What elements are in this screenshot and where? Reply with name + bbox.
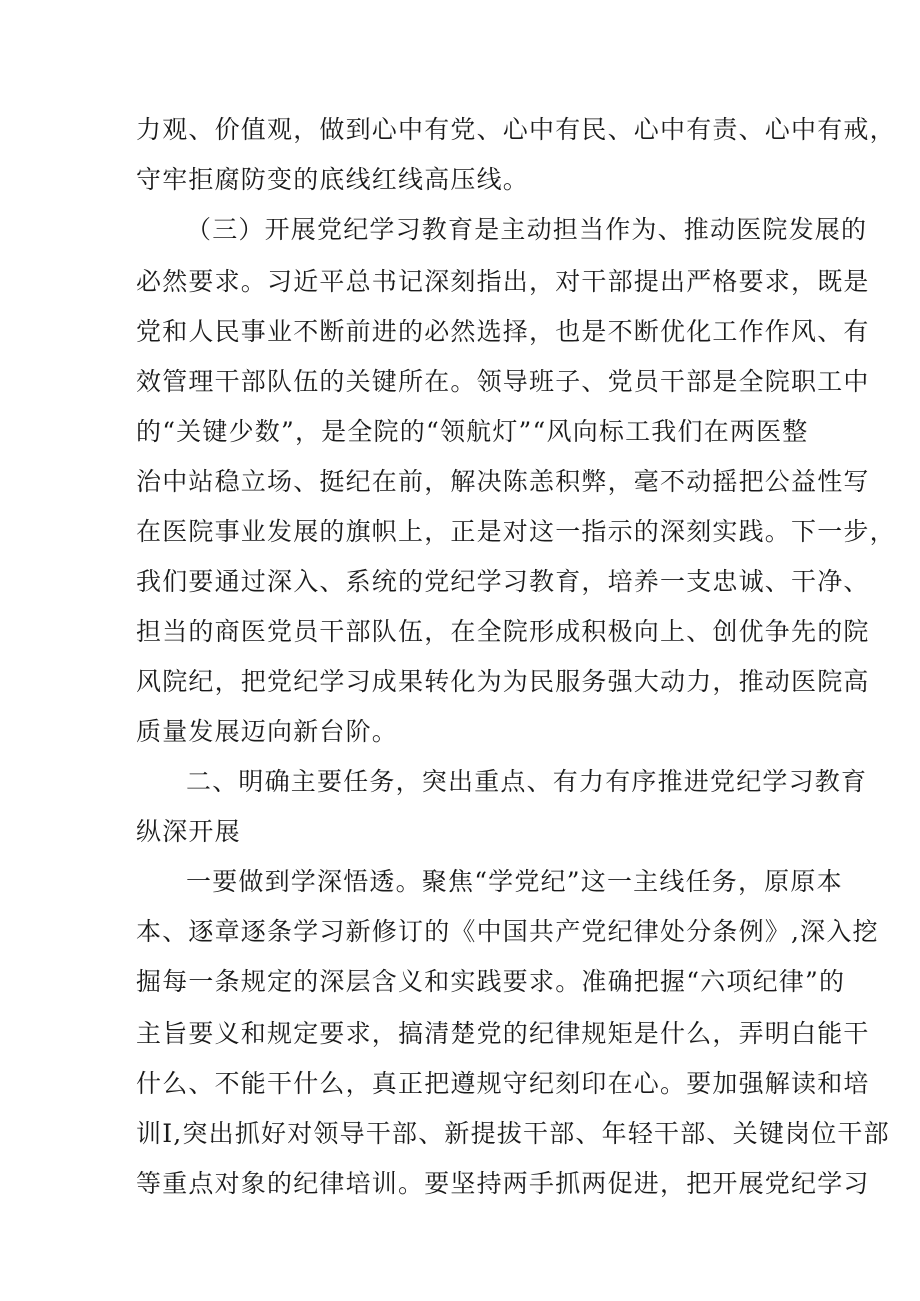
text-line: 本、逐章逐条学习新修订的《中国共产党纪律处分条例》,深入挖 <box>136 917 879 946</box>
text-line: 效管理干部队伍的关键所在。领导班子、党员干部是全院职工中 <box>136 367 870 396</box>
section-heading-line: 纵深开展 <box>136 817 241 846</box>
text-line: 必然要求。习近平总书记深刻指出，对干部提出严格要求，既是 <box>136 267 870 296</box>
text-line: 力观、价值观，做到心中有党、心中有民、心中有责、心中有戒， <box>136 115 896 144</box>
text-line: 守牢拒腐防变的底线红线高压线。 <box>136 165 530 194</box>
text-line: 掘每一条规定的深层含义和实践要求。准确把握“六项纪律”的 <box>136 967 846 996</box>
text-line: 训I,突出抓好对领导干部、新提拔干部、年轻干部、关键岗位干部 <box>136 1119 890 1148</box>
text-line: 质量发展迈向新台阶。 <box>136 717 399 746</box>
text-line: （三）开展党纪学习教育是主动担当作为、推动医院发展的 <box>186 215 868 244</box>
text-line: 风院纪，把党纪学习成果转化为为民服务强大动力，推动医院高 <box>136 667 870 696</box>
text-line: 等重点对象的纪律培训。要坚持两手抓两促进，把开展党纪学习 <box>136 1169 870 1198</box>
text-line: 的“关键少数”，是全院的“领航灯”“风向标工我们在两医整 <box>136 417 809 446</box>
text-line: 什么、不能干什么，真正把遵规守纪刻印在心。要加强解读和培 <box>136 1069 870 1098</box>
text-line: 治中站稳立场、挺纪在前，解决陈恙积弊，毫不动摇把公益性写 <box>136 467 870 496</box>
text-line: 一要做到学深悟透。聚焦“学党纪”这一主线任务，原原本 <box>186 867 843 896</box>
text-line: 在医院事业发展的旗帜上，正是对这一指示的深刻实践。下一步， <box>136 517 896 546</box>
text-line: 主旨要义和规定要求，搞清楚党的纪律规矩是什么，弄明白能干 <box>136 1019 870 1048</box>
section-heading-line: 二、明确主要任务，突出重点、有力有序推进党纪学习教育 <box>186 767 868 796</box>
text-line: 我们要通过深入、系统的党纪学习教育，培养一支忠诚、干净、 <box>136 567 870 596</box>
text-line: 党和人民事业不断前进的必然选择，也是不断优化工作作风、有 <box>136 317 870 346</box>
text-line: 担当的商医党员干部队伍，在全院形成积极向上、创优争先的院 <box>136 617 870 646</box>
